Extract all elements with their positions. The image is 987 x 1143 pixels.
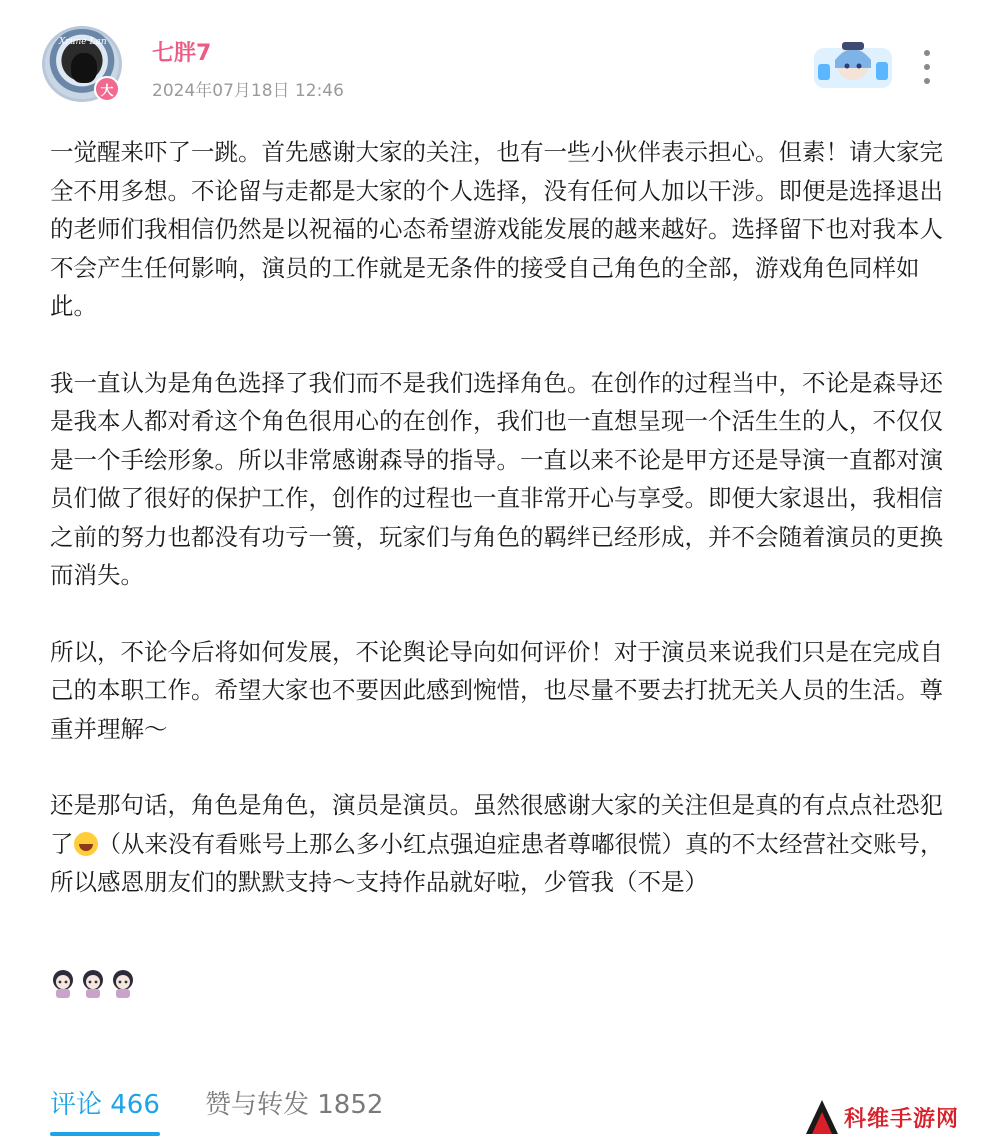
sticker-row bbox=[50, 968, 136, 1000]
post-paragraph-1: 一觉醒来吓了一跳。首先感谢大家的关注，也有一些小伙伴表示担心。但素！请大家完全不用多想。不论留与走都是大家的个人选择，没有任何人加以干涉。即便是选择退出的老师们我相信仍然是以祝福的心态希望游戏能发展的越来越好。选择留下也对我本人不会产生任何影响，演员的工作就是无条件的接受自己角色的全部，游戏角色同样如此。 bbox=[50, 138, 943, 320]
tab-comments[interactable]: 评论 466 bbox=[50, 1090, 160, 1120]
paragraph-text: （从来没有看账号上那么多小红点强迫症患者尊嘟很慌）真的不太经营社交账号，所以感恩朋友们的默默支持～支持作品就好啦，少管我（不是） bbox=[50, 829, 944, 896]
post-timestamp: 2024年07月18日 12:46 bbox=[152, 81, 344, 101]
avatar-figure bbox=[71, 53, 97, 83]
chibi-sticker-icon bbox=[80, 968, 106, 1000]
dot bbox=[924, 78, 930, 84]
post-paragraph-3: 所以，不论今后将如何发展，不论舆论导向如何评价！对于演员来说我们只是在完成自己的本职工作。希望大家也不要因此感到惋惜，也尽量不要去打扰无关人员的生活。尊重并理解～ bbox=[50, 637, 943, 743]
avatar[interactable] bbox=[42, 26, 126, 102]
active-tab-indicator bbox=[50, 1132, 160, 1136]
dot bbox=[924, 50, 930, 56]
laugh-emoji-icon bbox=[74, 832, 98, 856]
dot bbox=[924, 64, 930, 70]
tab-reposts[interactable]: 赞与转发 1852 bbox=[205, 1090, 384, 1120]
chibi-sticker-icon bbox=[50, 968, 76, 1000]
post-paragraph-2: 我一直认为是角色选择了我们而不是我们选择角色。在创作的过程当中，不论是森导还是我本人都对肴这个角色很用心的在创作，我们也一直想呈现一个活生生的人，不仅仅是一个手绘形象。所以非常感谢森导的指导。一直以来不论是甲方还是导演一直都对演员们做了很好的保护工作，创作的过程也一直非常开心与享受。即便大家退出，我相信之前的努力也都没有功亏一篑，玩家们与角色的羁绊已经形成，并不会随着演员的更换而消失。 bbox=[50, 368, 943, 589]
avatar-lettering: Xrune Lan bbox=[59, 37, 107, 47]
anime-sticker-icon bbox=[812, 38, 894, 94]
watermark-logo-icon bbox=[804, 1098, 840, 1138]
watermark-text: 科维手游网 bbox=[844, 1107, 960, 1132]
verified-badge: 大 bbox=[94, 76, 120, 102]
paragraph-text: 还是那句话，角色是角色，演员是演员。虽然很感谢大家的关注但是真的有点点社恐犯了 bbox=[50, 791, 943, 858]
more-options-icon[interactable] bbox=[912, 50, 942, 84]
author-name[interactable]: 七胖7 bbox=[152, 41, 212, 66]
watermark bbox=[804, 1098, 984, 1138]
post-header bbox=[0, 0, 987, 120]
post-paragraph-4 bbox=[50, 786, 950, 902]
post-body bbox=[50, 133, 950, 940]
chibi-sticker-icon bbox=[110, 968, 136, 1000]
